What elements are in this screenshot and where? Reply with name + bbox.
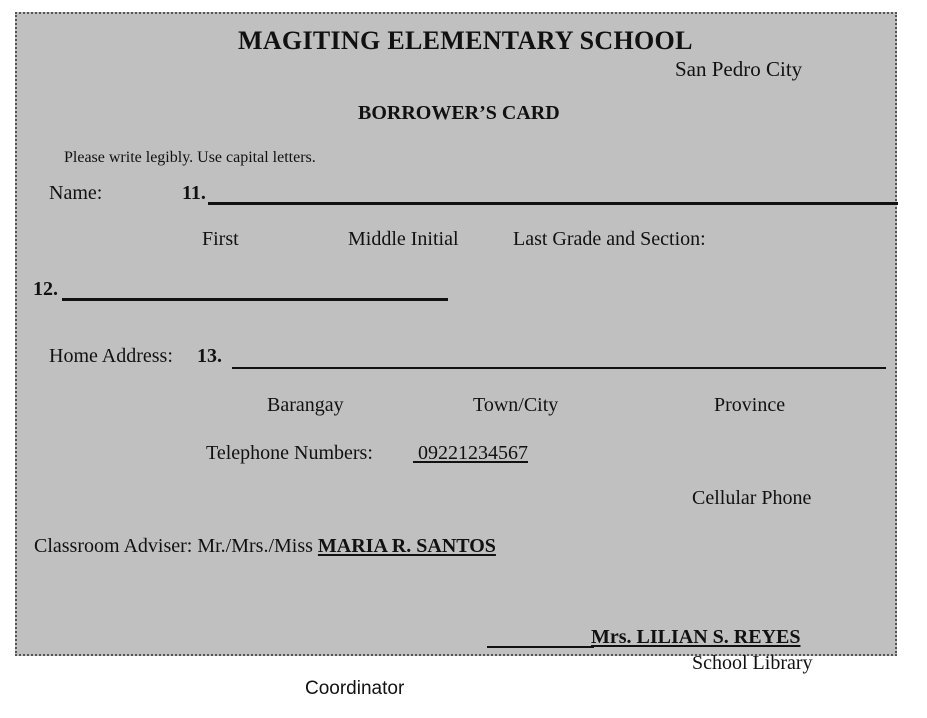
grade-section-item-number: 12. <box>33 278 58 300</box>
signatory-title-line1: School Library <box>692 652 813 674</box>
signatory-name: Mrs. LILIAN S. REYES <box>591 626 801 648</box>
telephone-value[interactable] <box>413 442 528 465</box>
adviser-row <box>34 535 496 558</box>
telephone-number: 09221234567 <box>418 442 528 464</box>
borrowers-card <box>15 12 897 656</box>
adviser-name: MARIA R. SANTOS <box>317 535 496 557</box>
address-sub-town-city: Town/City <box>473 394 559 416</box>
address-sub-barangay: Barangay <box>267 394 344 416</box>
name-sub-first: First <box>202 228 239 250</box>
grade-section-input-line[interactable] <box>62 298 448 301</box>
name-label: Name: <box>49 182 103 204</box>
signature-line <box>487 646 594 648</box>
home-address-label: Home Address: <box>49 345 173 367</box>
telephone-label: Telephone Numbers: <box>206 442 373 464</box>
school-city: San Pedro City <box>675 57 803 81</box>
adviser-label: Classroom Adviser: Mr./Mrs./Miss <box>34 535 313 557</box>
signatory-title-line2: Coordinator <box>305 678 405 699</box>
school-name: MAGITING ELEMENTARY SCHOOL <box>238 26 693 55</box>
instructions-text: Please write legibly. Use capital letters. <box>64 149 316 166</box>
name-sub-middle-initial: Middle Initial <box>348 228 459 250</box>
name-sub-last-grade-section: Last Grade and Section: <box>513 228 706 250</box>
address-sub-province: Province <box>714 394 786 416</box>
card-title: BORROWER’S CARD <box>358 102 560 124</box>
home-address-item-number: 13. <box>197 345 222 367</box>
telephone-sub-cellular: Cellular Phone <box>692 487 812 509</box>
name-input-line[interactable] <box>208 202 898 205</box>
home-address-input-line[interactable] <box>232 367 886 369</box>
name-item-number: 11. <box>182 182 206 204</box>
